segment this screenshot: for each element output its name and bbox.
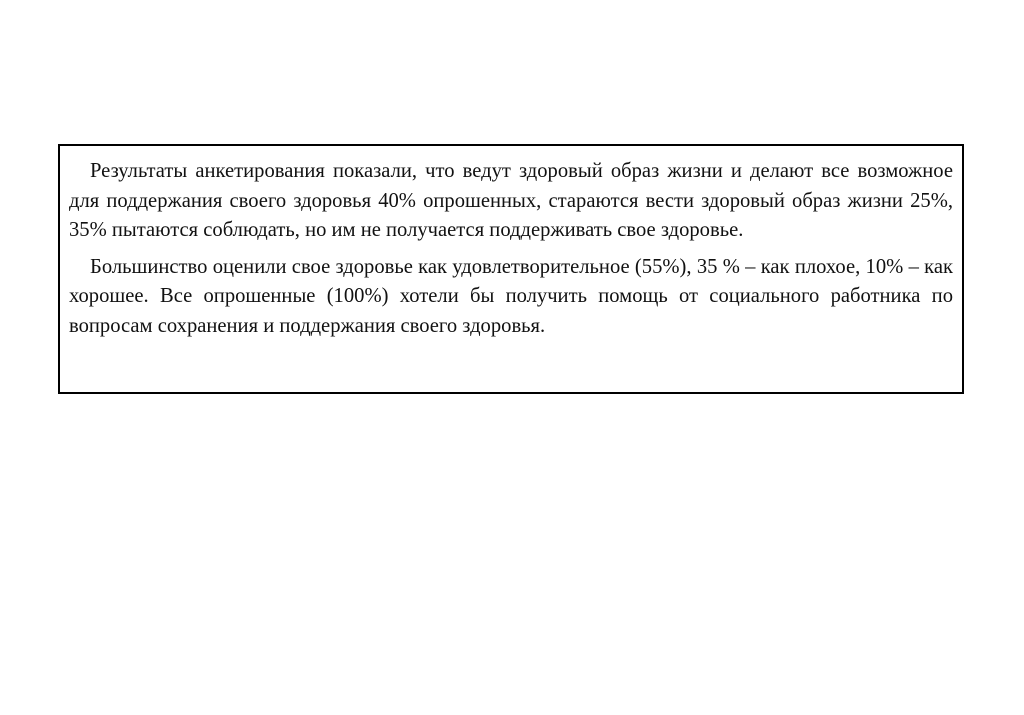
- paragraph-survey-results: Результаты анкетирования показали, что ведут здоровый образ жизни и делают все возможное для поддержания своего здоровья 40% опрошенных, стараются вести здоровый образ жизни 25%, 35% пытаются соблюдать, но им не получается поддерживать свое здоровье.: [69, 160, 953, 241]
- bordered-text-box: [58, 144, 964, 394]
- paragraph-health-assessment: Большинство оценили свое здоровье как удовлетворительное (55%), 35 % – как плохое, 10% – как хорошее. Все опрошенные (100%) хотели бы получить помощь от социального работника по вопросам сохранения и поддержания своего здоровья.: [69, 255, 953, 337]
